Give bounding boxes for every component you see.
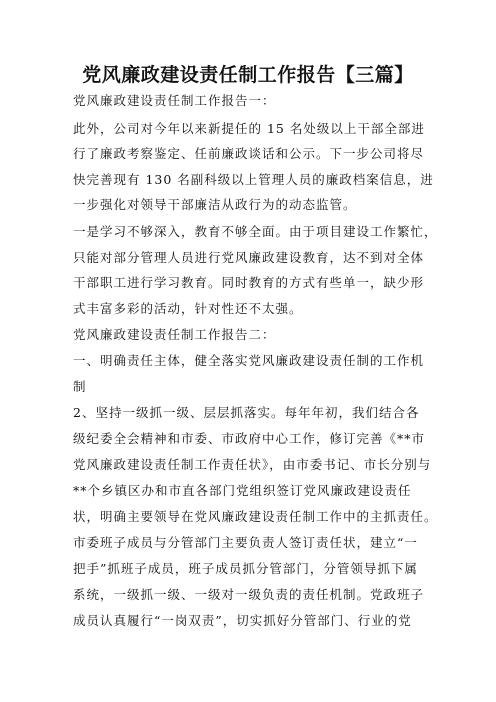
text-line: 一步强化对领导干部廉洁从政行为的动态监管。 xyxy=(73,197,357,212)
text-line: 2、坚持一级抓一级、层层抓落实。每年年初，我们结合各 xyxy=(73,405,420,420)
text-line: 行了廉政考察鉴定、任前廉政谈话和公示。下一步公司将尽 xyxy=(73,146,425,161)
text-line: 式丰富多彩的活动，针对性还不太强。 xyxy=(73,301,303,316)
section-heading-1: 党风廉政建设责任制工作报告一： xyxy=(73,93,276,108)
text-line: 干部职工进行学习教育。同时教育的方式有些单一，缺少形 xyxy=(73,275,425,290)
text-line: 快完善现有 130 名副科级以上管理人员的廉政档案信息，进 xyxy=(73,172,434,187)
text-line: 一是学习不够深入，教育不够全面。由于项目建设工作繁忙， xyxy=(73,224,438,239)
text-line: 级纪委全会精神和市委、市政府中心工作，修订完善《**市 xyxy=(73,431,426,446)
text-line: 一、明确责任主体，健全落实党风廉政建设责任制的工作机 xyxy=(73,353,425,368)
text-line: 系统，一级抓一级、一级对一级负责的责任机制。党政班子 xyxy=(73,587,425,602)
document-title: 党风廉政建设责任制工作报告【三篇】 xyxy=(82,64,414,86)
text-line: 党风廉政建设责任制工作责任状》，由市委书记、市长分别与 xyxy=(73,457,432,472)
text-line: 只能对部分管理人员进行党风廉政建设教育，达不到对全体 xyxy=(73,250,425,265)
text-line: **个乡镇区办和市直各部门党组织签订党风廉政建设责任 xyxy=(73,483,412,498)
text-line: 制 xyxy=(73,379,87,394)
text-line: 把手”抓班子成员，班子成员抓分管部门，分管领导抓下属 xyxy=(73,561,418,576)
text-line: 此外，公司对今年以来新提任的 15 名处级以上干部全部进 xyxy=(73,121,425,136)
text-line: 状，明确主要领导在党风廉政建设责任制工作中的主抓责任。 xyxy=(73,509,438,524)
text-line: 成员认真履行“一岗双责”，切实抓好分管部门、行业的党 xyxy=(73,613,412,628)
section-heading-2: 党风廉政建设责任制工作报告二： xyxy=(73,327,276,342)
text-line: 市委班子成员与分管部门主要负责人签订责任状，建立“一 xyxy=(73,535,418,550)
